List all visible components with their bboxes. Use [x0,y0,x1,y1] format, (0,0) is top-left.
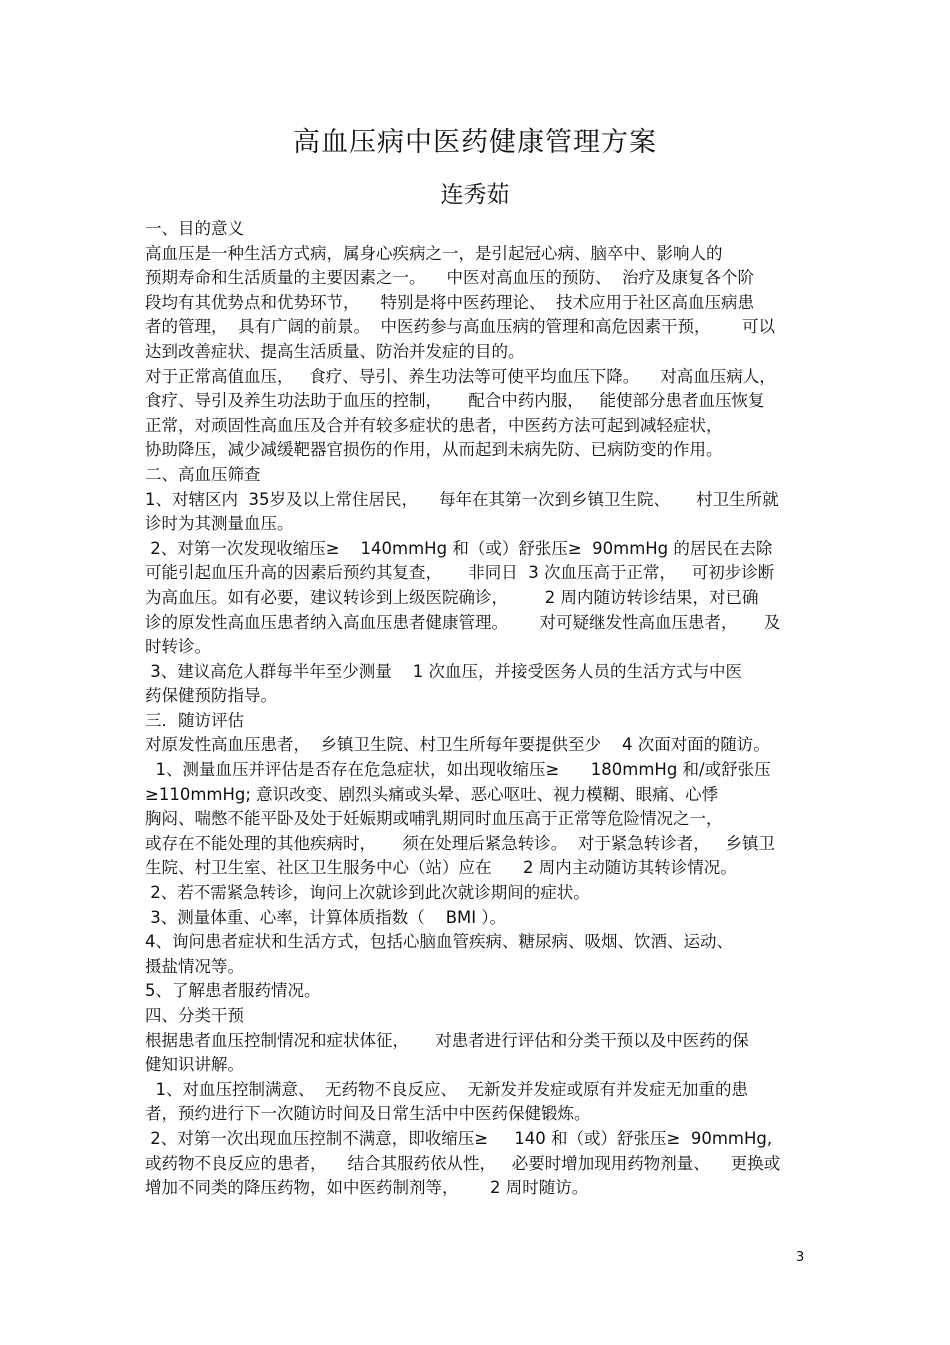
text-line: 对原发性高血压患者， 乡镇卫生院、村卫生所每年要提供至少 4 次面对面的随访。 [145,735,770,755]
text-line: 1、测量血压并评估是否存在危急症状，如出现收缩压≥ 180mmHg 和/或舒张压 [145,760,771,780]
text-line: 三．随访评估 [145,710,244,730]
text-line: 达到改善症状、提高生活质量、防治并发症的目的。 [145,341,525,361]
text-line: 高血压是一种生活方式病，属身心疾病之一，是引起冠心病、脑卒中、影响人的 [145,243,723,263]
text-line: 正常，对顽固性高血压及合并有较多症状的患者，中医药方法可起到减轻症状， [145,415,723,435]
text-line: 2、对第一次发现收缩压≥ 140mmHg 和（或）舒张压≥ 90mmHg 的居民在去除 [145,538,773,558]
text-line: 对于正常高值血压， 食疗、导引、养生功法等可使平均血压下降。 对高血压病人， [145,366,776,386]
text-line: 4、询问患者症状和生活方式，包括心脑血管疾病、糖尿病、吸烟、饮酒、运动、 [145,932,733,952]
text-line: 协助降压，减少减缓靶器官损伤的作用，从而起到未病先防、已病防变的作用。 [145,440,723,460]
text-line: 段均有其优势点和优势环节， 特别是将中医药理论、 技术应用于社区高血压病患 [145,292,754,312]
document-author: 连秀茹 [440,182,510,208]
text-line: 四、分类干预 [145,1006,244,1025]
text-line: 诊的原发性高血压患者纳入高血压患者健康管理。 对可疑继发性高血压患者， 及 [145,612,781,632]
text-line: 者，预约进行下一次随访时间及日常生活中中医药保健锻炼。 [145,1104,591,1124]
text-line: 1、对血压控制满意、 无药物不良反应、 无新发并发症或原有并发症无加重的患 [145,1079,748,1099]
text-line: 摄盐情况等。 [145,956,244,976]
text-line: 者的管理， 具有广阔的前景。 中医药参与高血压病的管理和高危因素干预， 可以 [145,317,775,337]
text-line: 生院、村卫生室、社区卫生服务中心（站）应在 2 周内主动随访其转诊情况。 [145,858,737,878]
text-line: 2、对第一次出现血压控制不满意，即收缩压≥ 140 和（或）舒张压≥ 90mmHg, [145,1128,773,1148]
text-line: 1、对辖区内 35岁及以上常住居民， 每年在其第一次到乡镇卫生院、 村卫生所就 [145,489,779,509]
text-line: 5、了解患者服药情况。 [145,981,321,1001]
text-line: 增加不同类的降压药物，如中医药制剂等， 2 周时随访。 [145,1178,589,1198]
text-line: 胸闷、喘憋不能平卧及处于妊娠期或哺乳期同时血压高于正常等危险情况之一， [145,809,723,829]
text-line: 时转诊。 [145,637,211,657]
text-line: 健知识讲解。 [145,1055,244,1075]
text-line: 药保健预防指导。 [145,686,277,706]
text-line: 根据患者血压控制情况和症状体征， 对患者进行评估和分类干预以及中医药的保 [145,1030,749,1050]
text-line: 预期寿命和生活质量的主要因素之一。 中医对高血压的预防、 治疗及康复各个阶 [145,268,754,288]
text-line: 3、建议高危人群每半年至少测量 1 次血压，并接受医务人员的生活方式与中医 [145,661,742,681]
text-line: 或存在不能处理的其他疾病时， 须在处理后紧急转诊。 对于紧急转诊者， 乡镇卫 [145,833,775,853]
document-title: 高血压病中医药健康管理方案 [293,127,657,158]
text-line: 一、目的意义 [145,219,244,238]
text-line: 诊时为其测量血压。 [145,514,294,534]
text-line: 为高血压。如有必要，建议转诊到上级医院确诊， 2 周内随访转诊结果，对已确 [145,587,759,607]
text-line: 二、高血压筛查 [145,464,261,484]
page-number: 3 [796,1250,805,1265]
text-line: 或药物不良反应的患者， 结合其服药依从性， 必要时增加现用药物剂量、 更换或 [145,1153,781,1173]
text-line: 食疗、导引及养生功法助于血压的控制， 配合中药内服， 能使部分患者血压恢复 [145,391,765,411]
text-line: ≥110mmHg; 意识改变、剧烈头痛或头晕、恶心呕吐、视力模糊、眼痛、心悸 [145,784,719,804]
text-line: 2、若不需紧急转诊，询问上次就诊到此次就诊期间的症状。 [145,883,590,903]
document-body [145,217,810,1201]
text-line: 可能引起血压升高的因素后预约其复查， 非同日 3 次血压高于正常， 可初步诊断 [145,563,775,583]
text-line: 3、测量体重、心率，计算体质指数（ BMI ）。 [145,907,507,927]
